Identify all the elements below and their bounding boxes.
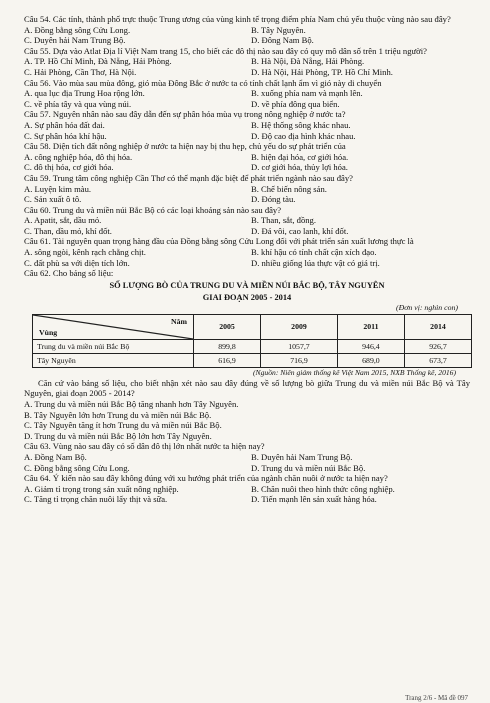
option-c[interactable]: C. Tây Nguyên tăng ít hơn Trung du và miền núi Bắc Bộ. bbox=[24, 420, 222, 431]
option-c[interactable]: C. Than, dầu mỏ, khí đốt. bbox=[24, 225, 112, 236]
option-b[interactable]: B. khí hậu có tính chất cận xích đạo. bbox=[251, 247, 377, 258]
option-b[interactable]: B. Tây Nguyên lớn hơn Trung du và miền núi Bắc Bộ. bbox=[24, 409, 212, 420]
option-d[interactable]: D. cơ giới hóa, thủy lợi hóa. bbox=[251, 162, 348, 173]
option-d[interactable]: D. Đông Nam Bộ. bbox=[251, 35, 314, 46]
table-cell: 716,9 bbox=[261, 353, 338, 367]
option-d[interactable]: D. Đóng tàu. bbox=[251, 194, 296, 205]
option-d[interactable]: D. Trung du và miền núi Bắc Bộ. bbox=[251, 462, 366, 473]
question-56 bbox=[24, 78, 470, 110]
question-stem: Câu 55. Dựa vào Atlat Địa lí Việt Nam trang 15, cho biết các đô thị nào sau đây có quy mô dân số trên 1 triệu người? bbox=[24, 45, 427, 56]
option-c[interactable]: C. Duyên hải Nam Trung Bộ. bbox=[24, 35, 126, 46]
column-header: 2014 bbox=[404, 314, 471, 339]
option-b[interactable]: B. xuống phía nam và mạnh lên. bbox=[251, 88, 363, 99]
table-corner-header bbox=[33, 314, 194, 339]
question-stem: Câu 54. Các tỉnh, thành phố trực thuộc Trung ương của vùng kinh tế trọng điểm phía Nam chủ yếu thuộc vùng nào sau đây? bbox=[24, 14, 451, 24]
question-stem: Câu 60. Trung du và miền núi Bắc Bộ có các loại khoáng sản nào sau đây? bbox=[24, 204, 282, 215]
answer-options bbox=[24, 88, 470, 109]
option-b[interactable]: B. Than, sắt, đồng. bbox=[251, 215, 317, 226]
option-d[interactable]: D. về phía đông qua biển. bbox=[251, 98, 340, 109]
answer-options bbox=[24, 56, 470, 77]
page-footer: Trang 2/6 - Mã đề 097 bbox=[405, 694, 468, 702]
table-cell: 926,7 bbox=[404, 339, 471, 353]
option-a[interactable]: A. Sự phân hóa đất đai. bbox=[24, 119, 105, 130]
option-c[interactable]: C. đô thị hóa, cơ giới hóa. bbox=[24, 162, 114, 173]
option-a[interactable]: A. qua lục địa Trung Hoa rộng lớn. bbox=[24, 88, 145, 99]
question-63 bbox=[24, 441, 470, 473]
option-a[interactable]: A. TP. Hồ Chí Minh, Đà Nẵng, Hải Phòng. bbox=[24, 56, 172, 67]
option-c[interactable]: C. Đồng bằng sông Cửu Long. bbox=[24, 462, 130, 473]
question-stem: Câu 62. Cho bảng số liệu: bbox=[24, 268, 114, 279]
option-b[interactable]: B. Hà Nội, Đà Nẵng, Hải Phòng. bbox=[251, 56, 365, 67]
option-a[interactable]: A. Trung du và miền núi Bắc Bộ tăng nhanh hơn Tây Nguyên. bbox=[24, 399, 239, 410]
column-header: 2005 bbox=[194, 314, 261, 339]
question-stem: Câu 59. Trung tâm công nghiệp Cần Thơ có thế mạnh đặc biệt để phát triển ngành nào sau đây? bbox=[24, 172, 353, 183]
option-b[interactable]: B. Chăn nuôi theo hình thức công nghiệp. bbox=[251, 483, 395, 494]
option-c[interactable]: C. Hải Phòng, Cần Thơ, Hà Nội. bbox=[24, 66, 137, 77]
header-year-label: Năm bbox=[170, 316, 187, 326]
question-64 bbox=[24, 473, 470, 505]
column-header: 2009 bbox=[261, 314, 338, 339]
column-header: 2011 bbox=[337, 314, 404, 339]
data-table bbox=[32, 314, 472, 368]
question-57 bbox=[24, 109, 470, 141]
option-a[interactable]: A. Apatit, sắt, dầu mỏ. bbox=[24, 215, 102, 226]
question-55 bbox=[24, 46, 470, 78]
table-header-row bbox=[33, 314, 472, 339]
table-cell: 946,4 bbox=[337, 339, 404, 353]
header-region-label: Vùng bbox=[39, 327, 58, 337]
question-stem: Câu 58. Diện tích đất nông nghiệp ở nước ta hiện nay bị thu hẹp, chủ yếu do sự phát triển của bbox=[24, 141, 346, 152]
question-stem: Câu 61. Tài nguyên quan trọng hàng đầu của Đồng bằng sông Cửu Long đối với phát triển sản xuất lương thực là bbox=[24, 236, 414, 247]
table-title: SỐ LƯỢNG BÒ CỦA TRUNG DU VÀ MIỀN NÚI BẮC BỘ, TÂY NGUYÊN bbox=[109, 280, 385, 290]
option-b[interactable]: B. Hệ thống sông khác nhau. bbox=[251, 119, 351, 130]
answer-options bbox=[24, 484, 470, 505]
option-c[interactable]: C. đất phù sa với diện tích lớn. bbox=[24, 257, 130, 268]
option-c[interactable]: C. Sự phân hóa khí hậu. bbox=[24, 130, 107, 141]
option-d[interactable]: D. Độ cao địa hình khác nhau. bbox=[251, 130, 356, 141]
option-a[interactable]: A. công nghiệp hóa, đô thị hóa. bbox=[24, 151, 133, 162]
question-prompt: Căn cứ vào bảng số liệu, cho biết nhận xét nào sau đây đúng về số lượng bò giữa Trung du và miền núi Bắc Bộ và Tây Nguyên, giai đoạn 2005 - 2014? bbox=[24, 377, 470, 399]
question-54 bbox=[24, 14, 470, 46]
option-d[interactable]: D. Tiến mạnh lên sản xuất hàng hóa. bbox=[251, 494, 377, 505]
question-stem: Câu 56. Vào mùa sau mùa đông, gió mùa Đông Bắc ở nước ta có tính chất lạnh ẩm vì gió này di chuyển bbox=[24, 77, 382, 88]
option-c[interactable]: C. Tăng tỉ trọng chăn nuôi lấy thịt và sữa. bbox=[24, 494, 168, 505]
answer-options bbox=[24, 120, 470, 141]
option-d[interactable]: D. Trung du và miền núi Bắc Bộ lớn hơn Tây Nguyên. bbox=[24, 430, 212, 441]
option-a[interactable]: A. Giảm tỉ trọng trong sản xuất nông nghiệp. bbox=[24, 483, 179, 494]
table-cell: 673,7 bbox=[404, 353, 471, 367]
answer-options bbox=[24, 215, 470, 236]
question-62 bbox=[24, 268, 470, 441]
answer-options bbox=[24, 452, 470, 473]
question-stem: Câu 64. Ý kiến nào sau đây không đúng với xu hướng phát triển của ngành chăn nuôi ở nước ta hiện nay? bbox=[24, 473, 388, 484]
question-61 bbox=[24, 236, 470, 268]
table-row bbox=[33, 353, 472, 367]
option-c[interactable]: C. Sản xuất ô tô. bbox=[24, 194, 82, 205]
question-stem: Câu 57. Nguyên nhân nào sau đây dẫn đến sự phân hóa mùa vụ trong nông nghiệp ở nước ta? bbox=[24, 109, 346, 120]
option-b[interactable]: B. Tây Nguyên. bbox=[251, 24, 306, 35]
question-60 bbox=[24, 205, 470, 237]
answer-options bbox=[24, 152, 470, 173]
option-a[interactable]: A. Đồng bằng sông Cửu Long. bbox=[24, 24, 131, 35]
table-row bbox=[33, 339, 472, 353]
option-a[interactable]: A. Đồng Nam Bộ. bbox=[24, 452, 87, 462]
row-label: Trung du và miền núi Bắc Bộ bbox=[33, 339, 194, 353]
answer-options bbox=[24, 25, 470, 46]
option-a[interactable]: A. sông ngòi, kênh rạch chằng chịt. bbox=[24, 247, 146, 258]
row-label: Tây Nguyên bbox=[33, 353, 194, 367]
answer-options bbox=[24, 184, 470, 205]
option-d[interactable]: D. Hà Nội, Hải Phòng, TP. Hồ Chí Minh. bbox=[251, 66, 393, 77]
option-b[interactable]: B. Chế biến nông sản. bbox=[251, 183, 327, 194]
table-cell: 1057,7 bbox=[261, 339, 338, 353]
table-cell: 689,0 bbox=[337, 353, 404, 367]
answer-options bbox=[24, 247, 470, 268]
option-d[interactable]: D. nhiều giống lúa thực vật có giá trị. bbox=[251, 257, 380, 268]
option-c[interactable]: C. về phía tây và qua vùng núi. bbox=[24, 98, 132, 109]
option-a[interactable]: A. Luyện kim màu. bbox=[24, 183, 92, 194]
option-b[interactable]: B. Duyên hải Nam Trung Bộ. bbox=[251, 452, 353, 462]
option-b[interactable]: B. hiện đại hóa, cơ giới hóa. bbox=[251, 151, 349, 162]
question-59 bbox=[24, 173, 470, 205]
question-58 bbox=[24, 141, 470, 173]
table-source: (Nguồn: Niên giám thống kê Việt Nam 2015, NXB Thống kê, 2016) bbox=[253, 367, 456, 377]
table-cell: 616,9 bbox=[194, 353, 261, 367]
table-unit: (Đơn vị: nghìn con) bbox=[396, 302, 458, 312]
question-stem: Câu 63. Vùng nào sau đây có số dân đô thị lớn nhất nước ta hiện nay? bbox=[24, 441, 265, 452]
table-cell: 899,8 bbox=[194, 339, 261, 353]
table-subtitle: GIAI ĐOẠN 2005 - 2014 bbox=[202, 292, 292, 302]
option-d[interactable]: D. Đá vôi, cao lanh, khí đốt. bbox=[251, 225, 349, 236]
